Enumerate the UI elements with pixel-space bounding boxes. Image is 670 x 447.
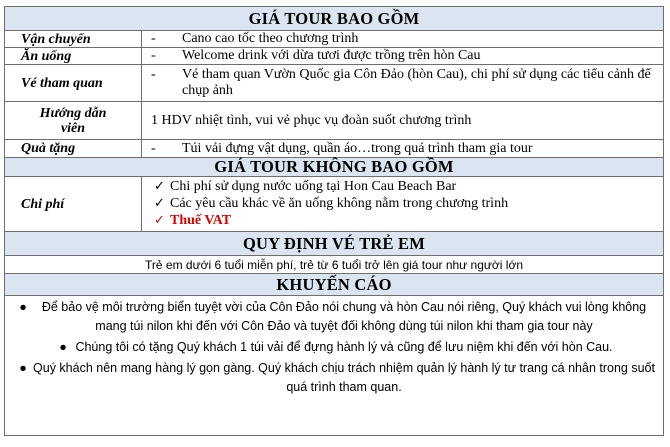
gift-value: - Túi vải đựng vật dụng, quần áo…trong quá trình tham gia tour bbox=[151, 140, 533, 156]
advice-body bbox=[5, 295, 663, 435]
advice-header bbox=[5, 273, 663, 295]
included-header bbox=[5, 7, 663, 30]
bullet-icon: ● bbox=[19, 300, 27, 314]
excluded-title: GIÁ TOUR KHÔNG BAO GỒM bbox=[214, 157, 454, 176]
bullet-icon: ● bbox=[59, 340, 67, 354]
advice-item: ● Để bảo vệ môi trường biển tuyệt vời của Côn Đảo nói chung và hòn Cau nói riêng, Quý khách vui lòng không mang túi nilon khi đến với Côn Đảo và tuyệt đối không dùng túi nilon khi tham gia tour này bbox=[13, 298, 655, 336]
included-row-transport bbox=[5, 30, 663, 47]
transport-value: - Cano cao tốc theo chương trình bbox=[151, 31, 359, 46]
tickets-value: - Vé tham quan Vườn Quốc gia Côn Đảo (hòn Cau), chi phí sử dụng các tiểu cảnh để chụp ảnh bbox=[151, 67, 651, 98]
excluded-item-vat: ✓ Thuế VAT bbox=[154, 212, 232, 228]
included-row-guide bbox=[5, 101, 663, 139]
excluded-items bbox=[142, 177, 663, 231]
advice-item: ● Quý khách nên mang hàng lý gọn gàng. Quý khách chịu trách nhiệm quản lý hành lý tư trang cá nhân trong suốt quá trình tham quan. bbox=[13, 359, 655, 397]
check-icon: ✓ bbox=[154, 195, 165, 211]
tour-info-table bbox=[4, 6, 664, 436]
advice-item: ● Chúng tôi có tặng Quý khách 1 túi vải để đựng hành lý và cũng để lưu niệm khi đến với hòn Cau. bbox=[13, 338, 655, 357]
guide-value: 1 HDV nhiệt tình, vui vẻ phục vụ đoàn suốt chương trình bbox=[151, 112, 472, 128]
food-label: Ăn uống bbox=[5, 48, 142, 64]
transport-label: Vận chuyển bbox=[5, 31, 142, 47]
children-policy bbox=[5, 255, 663, 273]
tickets-label: Vé tham quan bbox=[5, 65, 142, 101]
excluded-header bbox=[5, 157, 663, 176]
advice-title: KHUYẾN CÁO bbox=[276, 274, 392, 294]
excluded-item: ✓ Chi phí sử dụng nước uống tại Hon Cau Beach Bar bbox=[154, 178, 457, 194]
included-row-tickets bbox=[5, 64, 663, 101]
costs-label: Chi phí bbox=[5, 177, 142, 231]
excluded-row-costs bbox=[5, 176, 663, 231]
included-row-food bbox=[5, 47, 663, 64]
children-title: QUY ĐỊNH VÉ TRẺ EM bbox=[242, 233, 426, 253]
check-icon: ✓ bbox=[154, 212, 165, 228]
food-value: - Welcome drink với dừa tươi được trồng trên hòn Cau bbox=[151, 48, 481, 63]
gift-label: Quà tặng bbox=[5, 140, 142, 157]
included-row-gift bbox=[5, 139, 663, 157]
excluded-item: ✓ Các yêu cầu khác về ăn uống không nằm trong chương trình bbox=[154, 195, 509, 211]
included-title: GIÁ TOUR BAO GỒM bbox=[248, 8, 420, 28]
children-header bbox=[5, 231, 663, 255]
children-policy-text: Trẻ em dưới 6 tuổi miễn phí, trẻ từ 6 tuổi trở lên giá tour như người lớn bbox=[145, 257, 523, 272]
check-icon: ✓ bbox=[154, 178, 165, 194]
bullet-icon: ● bbox=[19, 361, 27, 375]
guide-label: Hướng dẫn viên bbox=[5, 102, 142, 139]
advice-list bbox=[5, 296, 663, 435]
